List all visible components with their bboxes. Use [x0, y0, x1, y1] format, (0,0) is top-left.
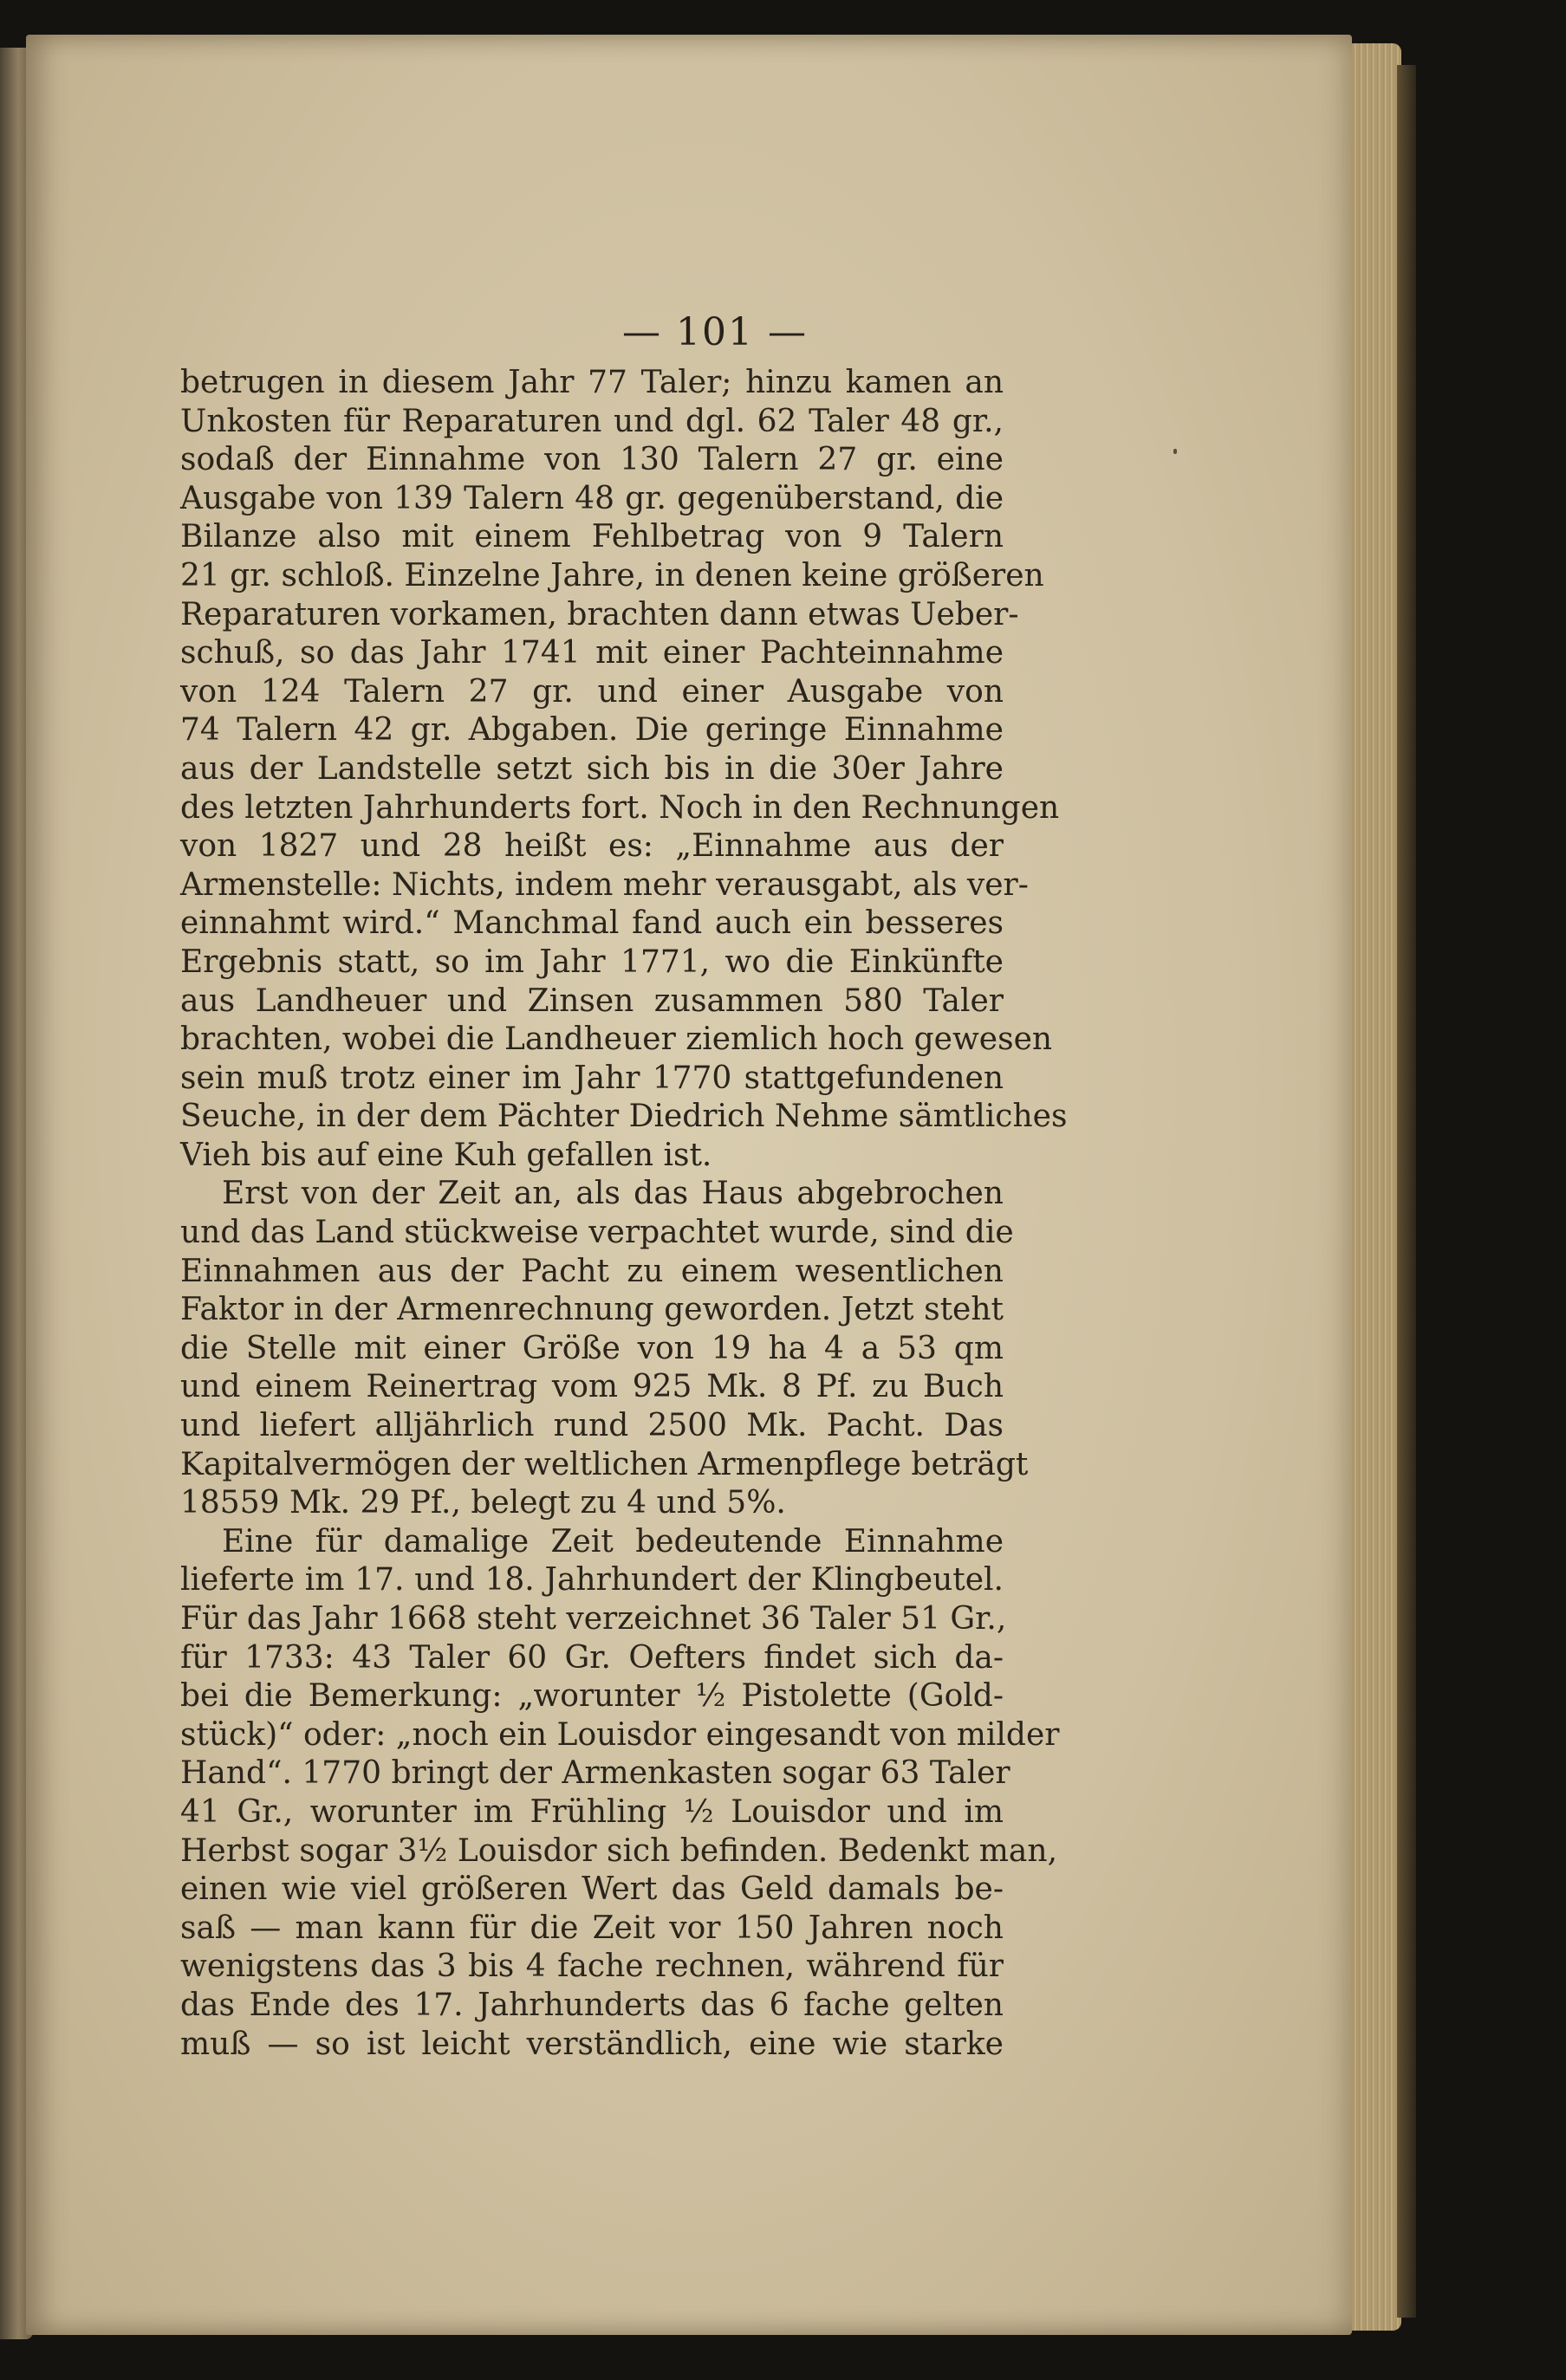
text-line: und das Land stückweise verpachtet wurde, sind die: [180, 1215, 1014, 1251]
text-line: stück)“ oder: „noch ein Louisdor eingesandt von milder: [180, 1716, 1060, 1753]
text-line: und liefert alljährlich rund 2500 Mk. Pacht. Das: [180, 1408, 1004, 1444]
book-page: [26, 35, 1352, 2335]
text-line: einen wie viel größeren Wert das Geld damals be-: [180, 1871, 1004, 1908]
text-line: des letzten Jahrhunderts fort. Noch in den Rechnungen: [180, 789, 1060, 826]
text-line: Ergebnis statt, so im Jahr 1771, wo die Einkünfte: [180, 944, 1004, 980]
text-line: 18559 Mk. 29 Pf., belegt zu 4 und 5%.: [180, 1485, 786, 1521]
text-line: Armenstelle: Nichts, indem mehr verausgabt, als ver-: [180, 866, 1029, 903]
text-line: sodaß der Einnahme von 130 Talern 27 gr. eine: [180, 442, 1004, 478]
text-line: brachten, wobei die Landheuer ziemlich hoch gewesen: [180, 1021, 1053, 1058]
text-line: aus der Landstelle setzt sich bis in die 30er Jahre: [180, 750, 1004, 787]
paragraph-start-line: Eine für damalige Zeit bedeutende Einnahme: [222, 1523, 1004, 1560]
text-line: saß — man kann für die Zeit vor 150 Jahren noch: [180, 1910, 1004, 1946]
text-line: das Ende des 17. Jahrhunderts das 6 fache gelten: [180, 1987, 1004, 2023]
text-line: Vieh bis auf eine Kuh gefallen ist.: [180, 1137, 712, 1173]
text-line: und einem Reinertrag vom 925 Mk. 8 Pf. zu Buch: [180, 1369, 1004, 1405]
text-line: lieferte im 17. und 18. Jahrhundert der Klingbeutel.: [180, 1562, 1004, 1599]
text-line: Herbst sogar 3½ Louisdor sich befinden. Bedenkt man,: [180, 1832, 1058, 1869]
text-line: Seuche, in der dem Pächter Diedrich Nehme sämtliches: [180, 1099, 1068, 1135]
text-line: einnahmt wird.“ Manchmal fand auch ein besseres: [180, 905, 1004, 942]
paragraph-start-line: Erst von der Zeit an, als das Haus abgebrochen: [222, 1176, 1004, 1212]
body-text: [180, 364, 1068, 2064]
text-line: wenigstens das 3 bis 4 fache rechnen, während für: [180, 1949, 1004, 1985]
text-line: muß — so ist leicht verständlich, eine wie starke: [180, 2026, 1004, 2062]
text-line: Hand“. 1770 bringt der Armenkasten sogar 63 Taler: [180, 1755, 1010, 1792]
text-line: Unkosten für Reparaturen und dgl. 62 Taler 48 gr.,: [180, 403, 1004, 439]
text-line: 74 Talern 42 gr. Abgaben. Die geringe Einnahme: [180, 712, 1004, 749]
text-line: betrugen in diesem Jahr 77 Taler; hinzu kamen an: [180, 365, 1004, 400]
text-line: für 1733: 43 Taler 60 Gr. Oefters findet sich da-: [180, 1639, 1004, 1676]
text-line: Ausgabe von 139 Talern 48 gr. gegenüberstand, die: [180, 480, 1004, 516]
text-line: schuß, so das Jahr 1741 mit einer Pachteinnahme: [180, 635, 1004, 671]
text-line: bei die Bemerkung: „worunter ½ Pistolette (Gold-: [180, 1678, 1004, 1715]
text-line: von 1827 und 28 heißt es: „Einnahme aus der: [180, 828, 1004, 865]
page-number: — 101 —: [622, 310, 808, 354]
text-line: Für das Jahr 1668 steht verzeichnet 36 Taler 51 Gr.,: [180, 1601, 1007, 1637]
paper-speck: [1173, 449, 1177, 454]
text-line: die Stelle mit einer Größe von 19 ha 4 a 53 qm: [180, 1330, 1004, 1366]
book-cover-edge: [1397, 65, 1416, 2318]
text-line: Reparaturen vorkamen, brachten dann etwas Ueber-: [180, 596, 1019, 632]
text-line: Einnahmen aus der Pacht zu einem wesentlichen: [180, 1253, 1004, 1289]
text-line: Bilanze also mit einem Fehlbetrag von 9 Talern: [180, 519, 1004, 555]
text-line: Faktor in der Armenrechnung geworden. Jetzt steht: [180, 1292, 1004, 1328]
text-line: von 124 Talern 27 gr. und einer Ausgabe von: [180, 673, 1004, 710]
text-line: sein muß trotz einer im Jahr 1770 stattgefundenen: [180, 1060, 1004, 1096]
text-line: Kapitalvermögen der weltlichen Armenpflege beträgt: [180, 1446, 1029, 1482]
text-line: 41 Gr., worunter im Frühling ½ Louisdor und im: [180, 1793, 1004, 1830]
text-line: aus Landheuer und Zinsen zusammen 580 Taler: [180, 982, 1004, 1019]
text-line: 21 gr. schloß. Einzelne Jahre, in denen keine größeren: [180, 557, 1044, 593]
